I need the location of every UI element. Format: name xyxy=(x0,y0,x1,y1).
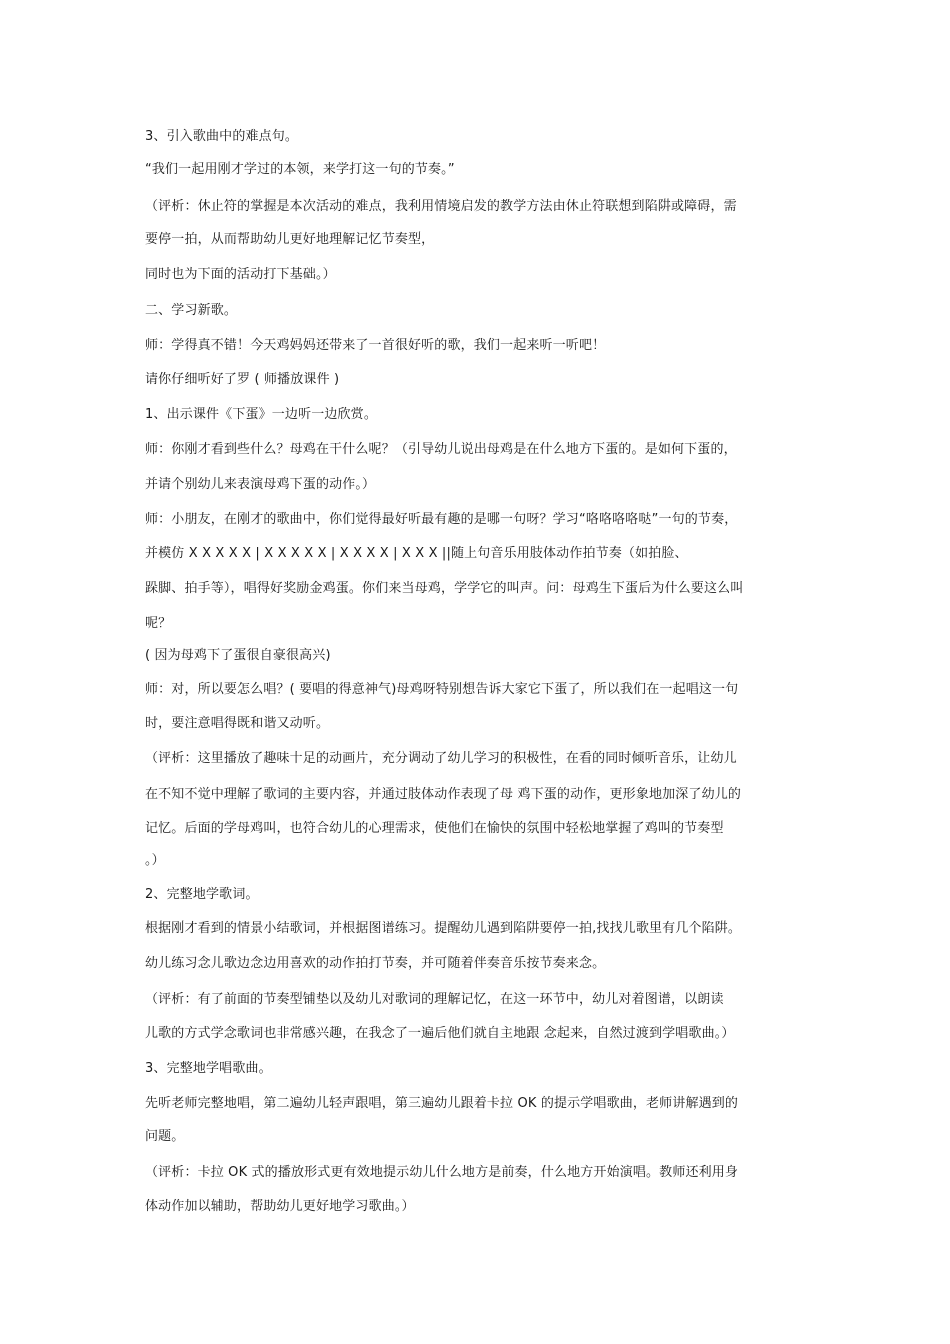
text-line: 师：学得真不错！今天鸡妈妈还带来了一首很好听的歌，我们一起来听一听吧！ xyxy=(145,338,606,353)
text-line: 跺脚、拍手等），唱得好奖励金鸡蛋。你们来当母鸡，学学它的叫声。问：母鸡生下蛋后为什么要这么叫 xyxy=(145,581,744,596)
text-line: “我们一起用刚才学过的本领，来学打这一句的节奏。” xyxy=(145,162,455,177)
text-line: 同时也为下面的活动打下基础。） xyxy=(145,267,336,282)
text-line: 师：你刚才看到些什么？母鸡在干什么呢？（引导幼儿说出母鸡是在什么地方下蛋的。是如何下蛋的， xyxy=(145,442,737,457)
text-line: 要停一拍，从而帮助幼儿更好地理解记忆节奏型， xyxy=(145,232,435,247)
text-line: 根据刚才看到的情景小结歌词，并根据图谱练习。提醒幼儿遇到陷阱要停一拍,找找儿歌里有几个陷阱。 xyxy=(145,921,742,936)
text-line: 在不知不觉中理解了歌词的主要内容，并通过肢体动作表现了母 鸡下蛋的动作，更形象地加深了幼儿的 xyxy=(145,787,742,802)
text-line: 时，要注意唱得既和谐又动听。 xyxy=(145,716,330,731)
text-line: 1、出示课件《下蛋》一边听一边欣赏。 xyxy=(145,407,377,422)
text-line: 3、引入歌曲中的难点句。 xyxy=(145,129,299,144)
text-line: （评析：这里播放了趣味十足的动画片，充分调动了幼儿学习的积极性，在看的同时倾听音乐，让幼儿 xyxy=(145,751,737,766)
text-line: 并请个别幼儿来表演母鸡下蛋的动作。） xyxy=(145,477,376,492)
text-line: 师：小朋友，在刚才的歌曲中，你们觉得最好听最有趣的是哪一句呀？学习“咯咯咯咯哒”一句的节奏， xyxy=(145,512,738,527)
text-line: 呢？ xyxy=(145,616,172,631)
text-line: 2、完整地学歌词。 xyxy=(145,887,259,902)
text-line: 体动作加以辅助，帮助幼儿更好地学习歌曲。） xyxy=(145,1199,415,1214)
text-line: （评析：休止符的掌握是本次活动的难点，我利用情境启发的教学方法由休止符联想到陷阱或障碍，需 xyxy=(145,199,737,214)
text-line: 先听老师完整地唱，第二遍幼儿轻声跟唱，第三遍幼儿跟着卡拉 OK 的提示学唱歌曲，老师讲解遇到的 xyxy=(145,1096,739,1111)
text-line: 幼儿练习念儿歌边念边用喜欢的动作拍打节奏，并可随着伴奏音乐按节奏来念。 xyxy=(145,956,606,971)
text-line: 儿歌的方式学念歌词也非常感兴趣，在我念了一遍后他们就自主地跟 念起来，自然过渡到学唱歌曲。） xyxy=(145,1026,735,1041)
text-line: 3、完整地学唱歌曲。 xyxy=(145,1061,272,1076)
text-line: 记忆。后面的学母鸡叫，也符合幼儿的心理需求，使他们在愉快的氛围中轻松地掌握了鸡叫的节奏型 xyxy=(145,821,724,836)
section-heading: 二、学习新歌。 xyxy=(145,303,238,318)
text-line: 问题。 xyxy=(145,1129,185,1144)
text-line: 师：对，所以要怎么唱？( 要唱的得意神气)母鸡呀特别想告诉大家它下蛋了，所以我们在一起唱这一句 xyxy=(145,682,739,697)
text-line: ( 因为母鸡下了蛋很自豪很高兴) xyxy=(145,648,331,663)
text-line: 请你仔细听好了罗 ( 师播放课件 ) xyxy=(145,372,340,387)
rhythm-notation-line: 并模仿 X X X X X | X X X X X | X X X X | X X X ||随上句音乐用肢体动作拍节奏（如拍脸、 xyxy=(145,546,688,561)
text-line: （评析：有了前面的节奏型铺垫以及幼儿对歌词的理解记忆，在这一环节中，幼儿对着图谱，以朗读 xyxy=(145,992,724,1007)
text-line: 。） xyxy=(145,853,165,868)
text-line: （评析：卡拉 OK 式的播放形式更有效地提示幼儿什么地方是前奏，什么地方开始演唱。教师还利用身 xyxy=(145,1165,739,1180)
